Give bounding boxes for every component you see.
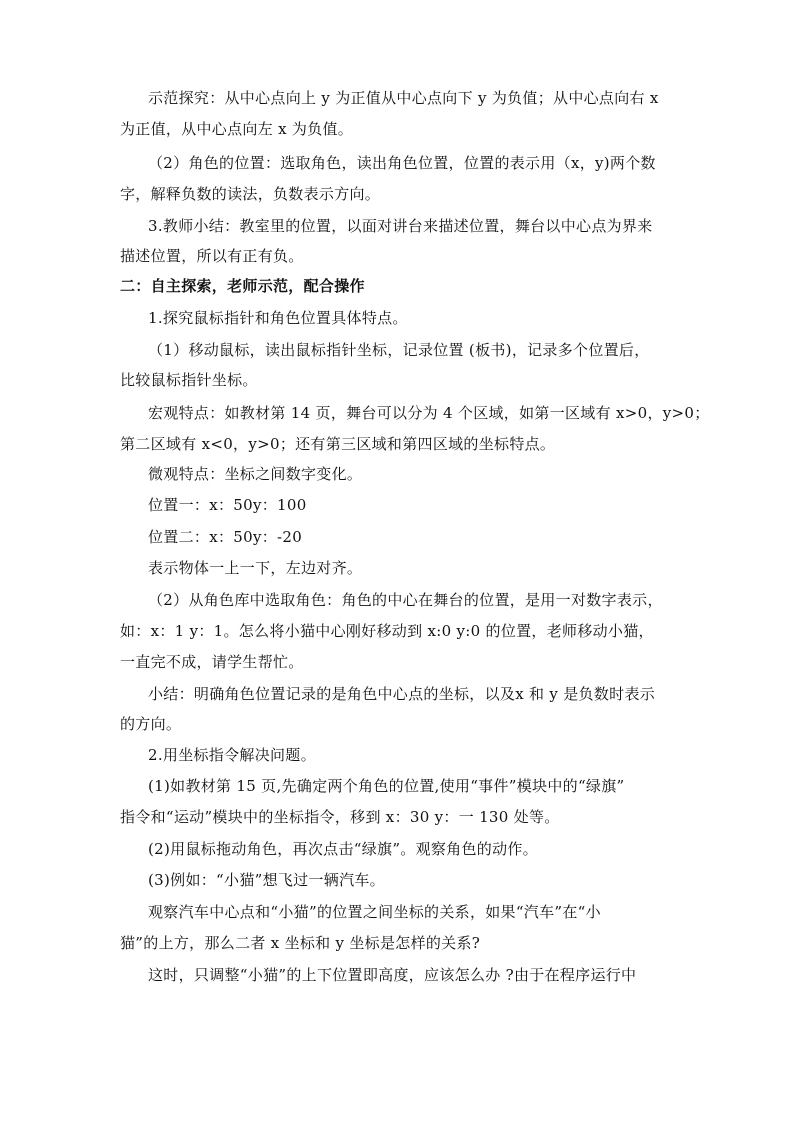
paragraph-line: 小结：明确角色位置记录的是角色中心点的坐标，以及x 和 y 是负数时表示 bbox=[148, 685, 656, 703]
paragraph-line: 2.用坐标指令解决问题。 bbox=[148, 746, 316, 764]
paragraph-line: 1.探究鼠标指针和角色位置具体特点。 bbox=[148, 309, 408, 327]
paragraph-line: 如：x：1 y：1。怎么将小猫中心刚好移动到 x:0 y:0 的位置，老师移动小猫， bbox=[120, 622, 654, 640]
paragraph-line: 3.教师小结：教室里的位置，以面对讲台来描述位置，舞台以中心点为界来 bbox=[148, 217, 653, 235]
paragraph-line: 为正值，从中心点向左 x 为负值。 bbox=[120, 120, 354, 138]
paragraph-line: 猫”的上方，那么二者 x 坐标和 y 坐标是怎样的关系? bbox=[120, 934, 481, 952]
paragraph-line: 观察汽车中心点和“小猫”的位置之间坐标的关系，如果“汽车”在“小 bbox=[148, 903, 601, 921]
section-heading: 二：自主探索，老师示范，配合操作 bbox=[120, 277, 365, 295]
paragraph-line: 微观特点：坐标之间数字变化。 bbox=[148, 465, 363, 483]
paragraph-line: (3)例如：“小猫”想飞过一辆汽车。 bbox=[148, 871, 385, 889]
paragraph-line: (1)如教材第 15 页,先确定两个角色的位置,使用“事件”模块中的“绿旗” bbox=[148, 777, 625, 795]
paragraph-line: 一直完不成，请学生帮忙。 bbox=[120, 653, 304, 671]
paragraph-line: 第二区域有 x<0，y>0；还有第三区域和第四区域的坐标特点。 bbox=[120, 435, 556, 453]
paragraph-line: 的方向。 bbox=[120, 715, 182, 733]
paragraph-line: （2）角色的位置：选取角色，读出角色位置，位置的表示用（x，y)两个数 bbox=[148, 154, 656, 172]
paragraph-line: 描述位置，所以有正有负。 bbox=[120, 247, 304, 265]
paragraph-line: （2）从角色库中选取角色：角色的中心在舞台的位置，是用一对数字表示， bbox=[148, 591, 663, 609]
paragraph-line: （1）移动鼠标，读出鼠标指针坐标，记录位置 (板书)，记录多个位置后， bbox=[148, 341, 650, 359]
paragraph-line: 宏观特点：如教材第 14 页，舞台可以分为 4 个区域，如第一区域有 x>0，y>0； bbox=[148, 404, 710, 422]
paragraph-line: 示范探究：从中心点向上 y 为正值从中心点向下 y 为负值；从中心点向右 x bbox=[148, 89, 659, 107]
paragraph-line: 指令和“运动”模块中的坐标指令，移到 x：30 y：一 130 处等。 bbox=[120, 808, 560, 826]
paragraph-line: 表示物体一上一下，左边对齐。 bbox=[148, 559, 363, 577]
paragraph-line: 位置一：x：50y：100 bbox=[148, 496, 307, 514]
paragraph-line: (2)用鼠标拖动角色，再次点击“绿旗”。观察角色的动作。 bbox=[148, 840, 538, 858]
paragraph-line: 比较鼠标指针坐标。 bbox=[120, 371, 258, 389]
paragraph-line: 字，解释负数的读法，负数表示方向。 bbox=[120, 185, 381, 203]
paragraph-line: 这时，只调整“小猫”的上下位置即高度，应该怎么办 ?由于在程序运行中 bbox=[148, 966, 637, 984]
paragraph-line: 位置二：x：50y：-20 bbox=[148, 528, 303, 546]
